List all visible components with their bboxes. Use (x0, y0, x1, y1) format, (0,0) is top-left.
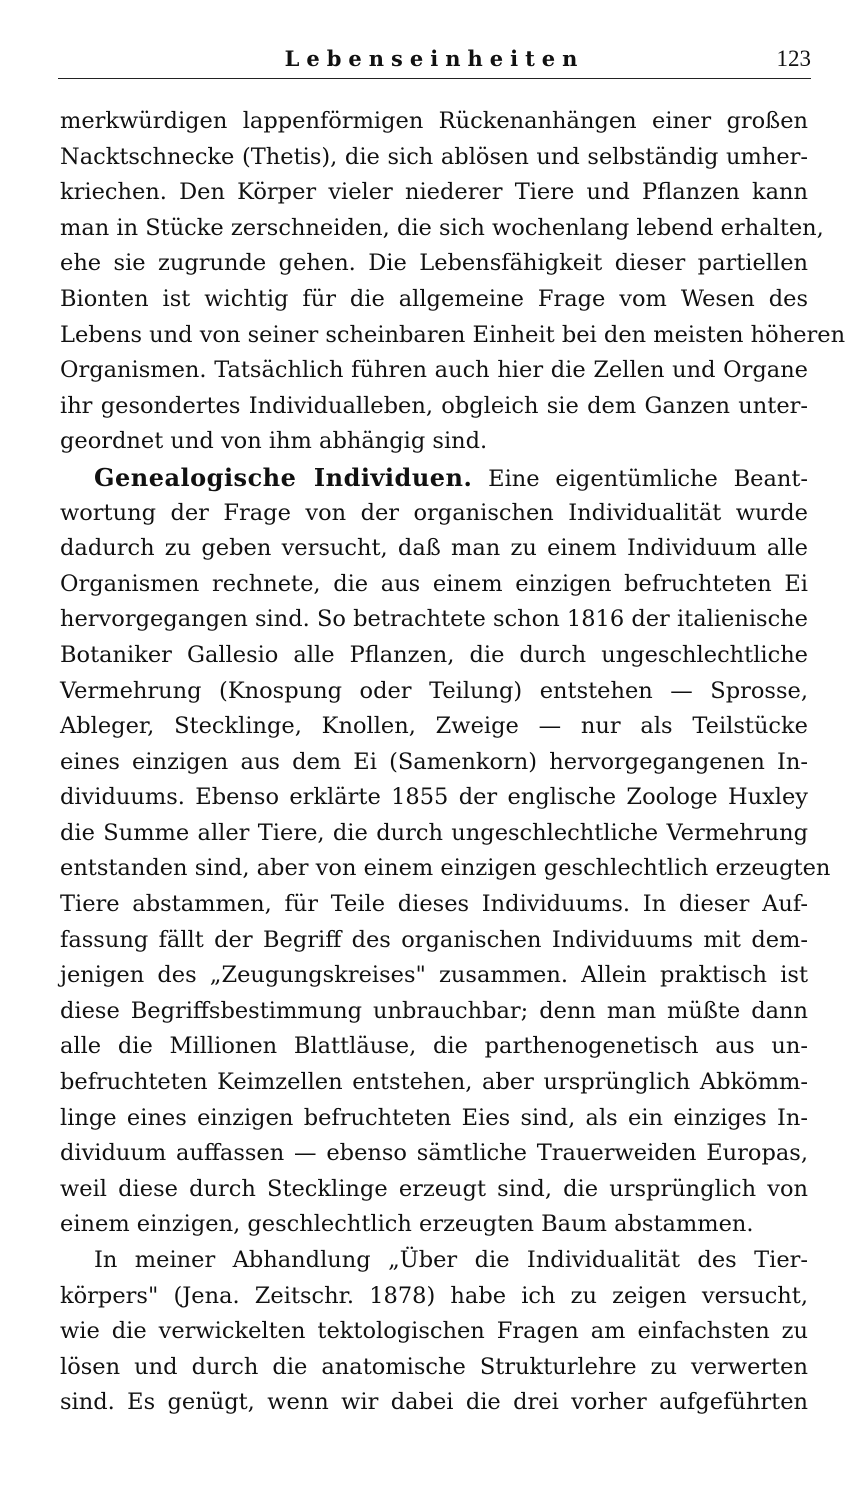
text-line: befruchteten Keimzellen entstehen, aber ursprünglich Abkömm- (60, 1069, 808, 1096)
text-line: geordnet und von ihm abhängig sind. (60, 428, 488, 455)
text-line: jenigen des „Zeugungskreises" zusammen. Allein praktisch ist (60, 962, 808, 989)
text-line: diese Begriffsbestimmung unbrauchbar; denn man müßte dann (60, 997, 808, 1024)
text-line: Vermehrung (Knospung oder Teilung) entstehen — Sprosse, (60, 677, 808, 704)
page-number: 123 (776, 46, 811, 71)
text-line: körpers" (Jena. Zeitschr. 1878) habe ich zu zeigen versucht, (60, 1282, 808, 1309)
text-line: dadurch zu geben versucht, daß man zu einem Individuum alle (60, 535, 808, 562)
text-line: merkwürdigen lappenförmigen Rückenanhängen einer großen (60, 108, 808, 134)
text-line: fassung fällt der Begriff des organischen Individuums mit dem- (60, 926, 808, 953)
text-line: Bionten ist wichtig für die allgemeine Frage vom Wesen des (60, 285, 808, 312)
text-line: Organismen rechnete, die aus einem einzigen befruchteten Ei (60, 570, 808, 597)
section-heading: Genealogische Individuen. (94, 462, 473, 492)
text-line: kriechen. Den Körper vieler niederer Tiere und Pflanzen kann (60, 179, 808, 206)
text-line: sind. Es genügt, wenn wir dabei die drei vorher aufgeführten (60, 1389, 808, 1416)
text-line: man in Stücke zerschneiden, die sich wochenlang lebend erhalten, (60, 214, 824, 241)
text-line: eines einzigen aus dem Ei (Samenkorn) hervorgegangenen In- (60, 748, 808, 775)
text-line: weil diese durch Stecklinge erzeugt sind, die ursprünglich von (60, 1175, 808, 1202)
text-line: lösen und durch die anatomische Strukturlehre zu verwerten (60, 1353, 808, 1380)
text-line: Nacktschnecke (Thetis), die sich ablösen und selbständig umher- (60, 143, 808, 170)
running-head (58, 42, 811, 82)
section-first-line (60, 460, 808, 496)
text-line: einem einzigen, geschlechtlich erzeugten Baum abstammen. (60, 1211, 754, 1238)
body-text (60, 104, 846, 1421)
text-line: alle die Millionen Blattläuse, die parthenogenetisch aus un- (60, 1033, 808, 1060)
text-line: dividuums. Ebenso erklärte 1855 der englische Zoologe Huxley (60, 784, 808, 811)
section-first-line-text: Eine eigentümliche Beant- (488, 465, 808, 492)
text-line: wie die verwickelten tektologischen Fragen am einfachsten zu (60, 1318, 808, 1345)
text-line: wortung der Frage von der organischen Individualität wurde (60, 499, 808, 526)
text-line: ehe sie zugrunde gehen. Die Lebensfähigkeit dieser partiellen (60, 250, 808, 277)
text-line: Lebens und von seiner scheinbaren Einheit bei den meisten höheren (60, 321, 846, 348)
text-line: Botaniker Gallesio alle Pflanzen, die durch ungeschlechtliche (60, 641, 808, 668)
text-line: Ableger, Stecklinge, Knollen, Zweige — nur als Teilstücke (60, 713, 808, 740)
text-line: In meiner Abhandlung „Über die Individualität des Tier- (94, 1247, 808, 1273)
header-rule (58, 78, 811, 79)
text-line: ihr gesondertes Individualleben, obgleich sie dem Ganzen unter- (60, 392, 808, 419)
text-line: die Summe aller Tiere, die durch ungeschlechtliche Vermehrung (60, 819, 808, 846)
text-line: hervorgegangen sind. So betrachtete schon 1816 der italienische (60, 606, 808, 633)
text-line: Tiere abstammen, für Teile dieses Individuums. In dieser Auf- (60, 891, 808, 918)
running-title: Lebenseinheiten (284, 46, 585, 71)
text-line: linge eines einzigen befruchteten Eies sind, als ein einziges In- (60, 1104, 808, 1131)
text-line: entstanden sind, aber von einem einzigen geschlechtlich erzeugten (60, 855, 831, 882)
text-line: dividuum auffassen — ebenso sämtliche Trauerweiden Europas, (60, 1140, 808, 1167)
text-line: Organismen. Tatsächlich führen auch hier die Zellen und Organe (60, 357, 808, 384)
